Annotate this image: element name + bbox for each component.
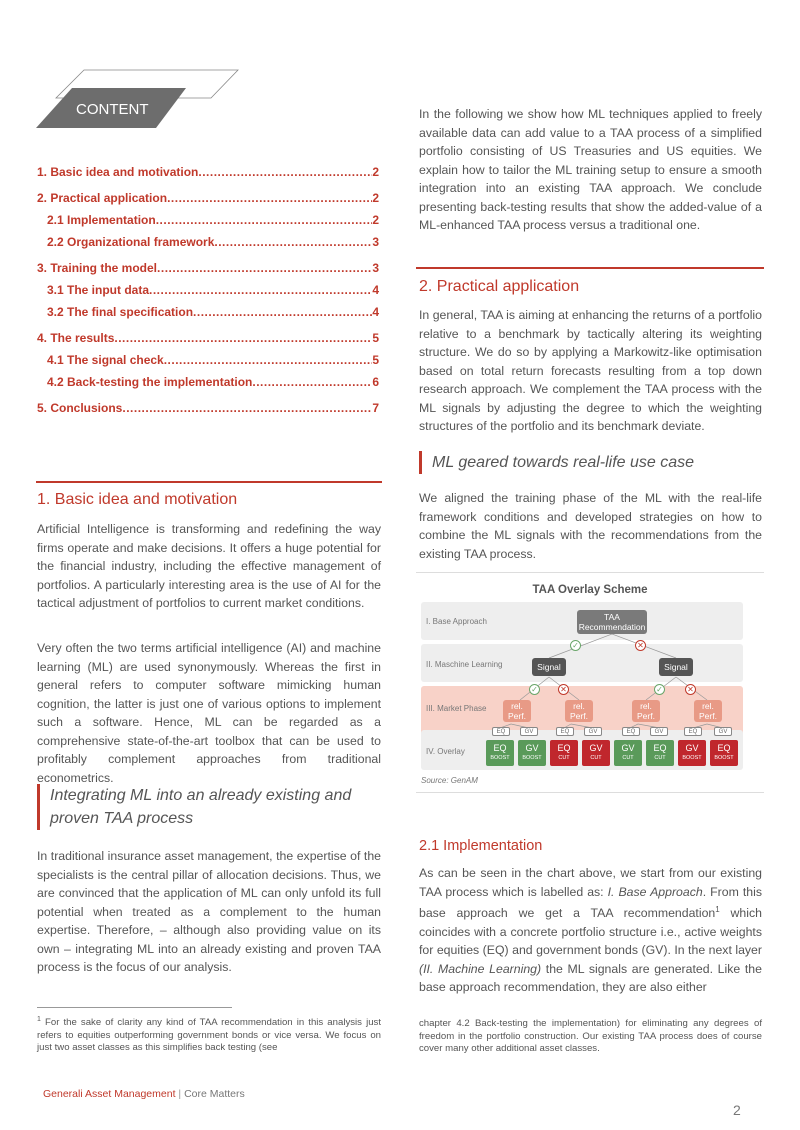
overlay-action-label: BOOST [490,755,510,761]
overlay-action-box [678,740,706,766]
toc-entry-page: 6 [372,375,379,389]
section21-text-d: which coincides with a concrete portfolio structure i.e., active weights for equities (EQ) and government bonds (GV). In the next layer [419,906,762,958]
toc-entry-label: 3.1 The input data [47,283,150,297]
toc-entry[interactable] [37,190,379,206]
page-number: 2 [733,1102,741,1118]
overlay-action-box [486,740,514,766]
rel-perf-node-3 [632,700,660,722]
toc-entry-label: 5. Conclusions [37,401,123,415]
section2-heading: 2. Practical application [419,278,580,295]
toc-entry-page: 3 [372,261,379,275]
overlay-action-box [646,740,674,766]
asset-tag: GV [584,727,602,736]
overlay-action-label: BOOST [682,755,702,761]
rel-perf-1-line2: Perf. [508,711,526,721]
footer-publication: Core Matters [184,1088,245,1100]
asset-tag: EQ [622,727,640,736]
overlay-asset-label: GV [589,743,603,753]
toc-leader-dots [114,330,372,346]
toc-entry-label: 4.2 Back-testing the implementation [47,375,253,389]
toc-entry-page: 2 [372,191,379,205]
intro-paragraph: In the following we show how ML techniques applied to freely available data can add value to a TAA process of a simplified portfolio consisting of US Treasuries and US equities. We explain how to tailor the ML training setup to ensure a smooth integration into an existing TAA approach. We conclude presenting back-testing results that show the added-value of a ML-enhanced TAA process versus a traditional one. [419,107,762,232]
layer-label-market: III. Market Phase [426,704,487,713]
overlay-asset-label: GV [621,743,635,753]
rel-perf-2-line2: Perf. [570,711,588,721]
overlay-asset-label: GV [685,743,699,753]
footnote-left-text: For the sake of clarity any kind of TAA recommendation in this analysis just refers to equities outperforming government bonds or vice versa. We focus on just two asset classes as this simplifies back testing (see [37,1017,381,1054]
toc-entry-label: 3. Training the model [37,261,158,275]
footer-brand: Generali Asset Management [43,1088,176,1100]
footnote-ref: 1 [715,905,720,914]
toc-entry-page: 4 [372,283,379,297]
cross-mark-icon: ✕ [635,640,646,651]
toc-entry[interactable] [37,352,379,368]
footnote-rule [37,1007,232,1008]
taa-overlay-diagram [418,600,746,770]
overlay-action-box [710,740,738,766]
overlay-asset-label: EQ [493,743,507,753]
overlay-asset-label: EQ [557,743,571,753]
diagram-source: Source: GenAM [421,776,478,785]
overlay-action-label: CUT [622,755,634,761]
section21-text-a: As can be seen in the chart above, we start from our existing TAA process which is labelled as: [419,866,762,899]
check-mark-icon: ✓ [570,640,581,651]
rel-perf-1-line1: rel. [511,701,523,711]
diagram-top-rule [416,572,764,573]
toc-entry[interactable] [37,282,379,298]
toc-entry[interactable] [37,164,379,180]
section1-heading: 1. Basic idea and motivation [37,491,238,508]
section2-rule [416,267,764,269]
check-mark-icon: ✓ [529,684,540,695]
footnote-left [37,1014,381,1055]
toc-leader-dots [167,190,372,206]
section2-quote: ML geared towards real-life use case [419,451,749,474]
footer [43,1088,245,1100]
toc-entry-label: 2. Practical application [37,191,168,205]
toc-leader-dots [164,352,373,368]
section21-text-c: . From this base approach we get a TAA recommendation [419,884,762,921]
content-label: CONTENT [76,101,149,118]
toc-leader-dots [214,234,372,250]
layer-label-base: I. Base Approach [426,617,487,626]
toc-leader-dots [198,164,372,180]
signal-node-left: Signal [532,658,566,676]
rel-perf-node-4 [694,700,722,722]
rel-perf-4-line1: rel. [702,701,714,711]
section21-text-f: the ML signals are generated. Like the base approach recommendation, they are also either [419,961,762,995]
taa-node-line2: Recommendation [578,622,646,632]
toc-entry[interactable] [37,330,379,346]
taa-recommendation-node [577,610,647,634]
overlay-asset-label: GV [525,743,539,753]
toc-leader-dots [252,374,372,390]
cross-mark-icon: ✕ [685,684,696,695]
section21-paragraph [419,864,762,997]
toc-leader-dots [157,260,372,276]
footnote-right: chapter 4.2 Back-testing the implementation) for eliminating any degrees of freedom in the portfolio construction. Our existing TAA process does of course cover many other additional asset classes. [419,1018,762,1054]
diagram-bottom-rule [416,792,764,793]
toc-entry[interactable] [37,234,379,250]
section1-rule [36,481,382,483]
section2-paragraph-2: We aligned the training phase of the ML with the real-life framework conditions and developed strategies on how to combine the ML signals with the recommendations from the existing TAA process. [419,491,762,561]
overlay-action-box [518,740,546,766]
toc-entry-page: 4 [372,305,379,319]
cross-mark-icon: ✕ [558,684,569,695]
toc-leader-dots [193,304,372,320]
section1-paragraph-1: Artificial Intelligence is transforming and redefining the way firms operate and make decisions. It offers a huge potential for the financial industry, including the effective management of portfolios. A particularly interesting area is the use of AI for the tactical adjustment of portfolios to current market conditions. [37,522,381,610]
overlay-action-box [614,740,642,766]
asset-tag: EQ [492,727,510,736]
rel-perf-4-line2: Perf. [699,711,717,721]
section2-paragraph-1: In general, TAA is aiming at enhancing the returns of a portfolio relative to a benchmark by tactically altering its weighting structure. We do so by applying a Markowitz-like optimisation based on total return forecasts resulting from a top down research approach. We complement the TAA process with the ML signals by adjusting the degree to which the weighting structures of the portfolio and its benchmark deviate. [419,308,762,433]
overlay-action-box [582,740,610,766]
toc-entry-label: 1. Basic idea and motivation [37,165,199,179]
toc-entry-label: 2.2 Organizational framework [47,235,215,249]
rel-perf-3-line1: rel. [640,701,652,711]
asset-tag: GV [714,727,732,736]
toc-entry-page: 3 [372,235,379,249]
section1-paragraph-2: Very often the two terms artificial intelligence (AI) and machine learning (ML) are used synonymously. Whereas the first in general refers to computer software mimicking human cognition, the latter is just one of various options to implement such a software. Hence, ML can be regarded as a comprehensive state-of-the-art toolbox that can be used to profitably complement approaches from traditional econometrics. [37,641,381,785]
toc-entry[interactable] [37,304,379,320]
section21-heading: 2.1 Implementation [419,838,543,854]
toc-entry-label: 2.1 Implementation [47,213,156,227]
rel-perf-3-line2: Perf. [637,711,655,721]
section1-paragraph-3: In traditional insurance asset management, the expertise of the specialists is the central pillar of allocation decisions. Thus, we are convinced that the application of ML can only unfold its full potential when treated as a complement to the human expertise. Therefore, – although also providing value on its own – integrating ML into an already existing and proven TAA process is the focus of our analysis. [37,849,381,974]
overlay-action-label: CUT [590,755,602,761]
footnote-mark: 1 [37,1016,41,1023]
toc-entry-page: 7 [372,401,379,415]
section21-text-b: I. Base Approach [607,884,703,899]
signal-node-right: Signal [659,658,693,676]
check-mark-icon: ✓ [654,684,665,695]
rel-perf-2-line1: rel. [573,701,585,711]
toc-entry-page: 5 [372,353,379,367]
asset-tag: EQ [684,727,702,736]
overlay-action-label: BOOST [714,755,734,761]
footer-separator: | [178,1088,182,1100]
diagram-title: TAA Overlay Scheme [532,584,648,596]
layer-label-ml: II. Maschine Learning [426,660,503,669]
toc-entry-label: 4.1 The signal check [47,353,164,367]
overlay-action-box [550,740,578,766]
content-banner [36,68,241,130]
rel-perf-node-1 [503,700,531,722]
asset-tag: GV [650,727,668,736]
toc-entry-page: 2 [372,213,379,227]
overlay-action-label: CUT [654,755,666,761]
section1-quote: Integrating ML into an already existing and proven TAA process [37,784,367,830]
toc-entry-page: 2 [372,165,379,179]
toc-entry[interactable] [37,374,379,390]
toc-entry[interactable] [37,212,379,228]
toc-leader-dots [149,282,372,298]
toc-entry[interactable] [37,400,379,416]
overlay-asset-label: EQ [653,743,667,753]
rel-perf-node-2 [565,700,593,722]
toc-entry[interactable] [37,260,379,276]
toc-entry-page: 5 [372,331,379,345]
overlay-action-label: BOOST [522,755,542,761]
toc-entry-label: 4. The results [37,331,115,345]
asset-tag: EQ [556,727,574,736]
section21-text-e: (II. Machine Learning) [419,961,542,976]
overlay-asset-label: EQ [717,743,731,753]
overlay-action-label: CUT [558,755,570,761]
layer-label-overlay: IV. Overlay [426,747,465,756]
asset-tag: GV [520,727,538,736]
toc-entry-label: 3.2 The final specification [47,305,194,319]
taa-node-line1: TAA [604,612,620,622]
toc-leader-dots [122,400,372,416]
toc-leader-dots [156,212,373,228]
